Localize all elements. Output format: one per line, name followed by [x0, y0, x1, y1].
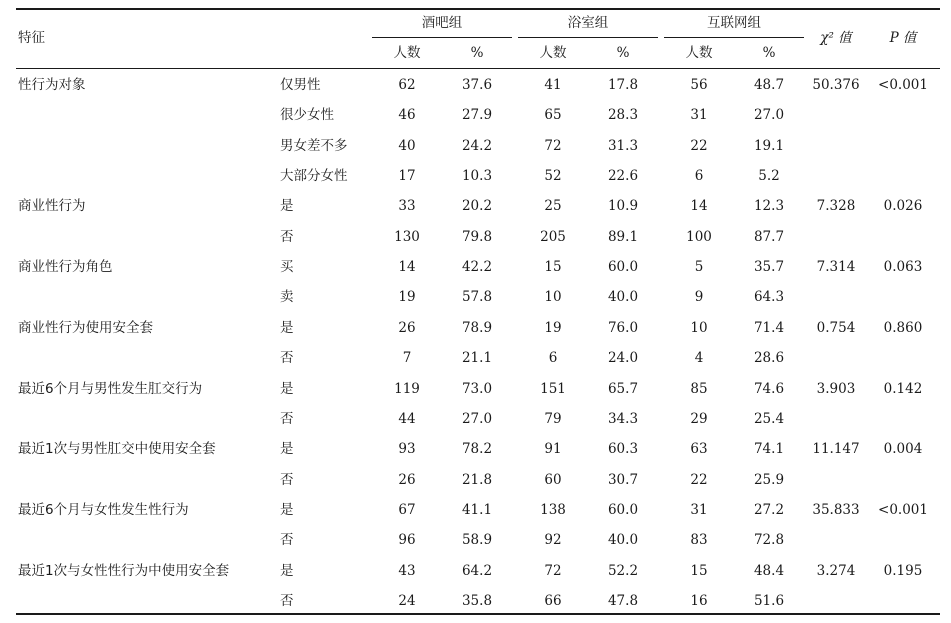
cell-cat: 是 [280, 319, 294, 336]
cell-chi: 35.833 [812, 501, 860, 518]
cell-bath-n: 91 [544, 441, 562, 458]
cell-cat: 是 [280, 198, 294, 215]
cell-bath-n: 66 [544, 592, 562, 609]
cell-bath-n: 151 [540, 380, 566, 397]
cell-cat: 大部分女性 [280, 168, 348, 185]
cell-net-pct: 5.2 [758, 168, 780, 185]
cell-chi: 7.328 [816, 198, 856, 215]
cell-net-n: 83 [690, 532, 708, 549]
cell-net-pct: 51.6 [753, 592, 785, 609]
cell-net-pct: 72.8 [753, 532, 785, 549]
cell-bar-n: 130 [394, 228, 420, 245]
cell-bar-n: 26 [398, 471, 416, 488]
group-rule-bath [518, 37, 658, 38]
top-rule [16, 8, 940, 10]
cell-bath-pct: 17.8 [607, 77, 639, 93]
cell-bath-n: 65 [544, 107, 562, 124]
cell-feature: 商业性行为角色 [18, 259, 113, 276]
cell-bar-n: 7 [402, 350, 412, 367]
cell-net-pct: 35.7 [753, 259, 785, 276]
cell-p: 0.026 [883, 198, 923, 215]
cell-bar-pct: 21.8 [461, 471, 493, 488]
cell-bath-pct: 60.3 [607, 441, 639, 458]
cell-bath-n: 25 [544, 198, 562, 215]
cell-chi: 3.903 [816, 380, 856, 397]
cell-net-n: 22 [690, 137, 708, 154]
cell-net-n: 6 [694, 168, 704, 185]
cell-bar-pct: 27.0 [461, 410, 493, 427]
cell-net-pct: 19.1 [753, 137, 785, 154]
cell-net-n: 16 [690, 592, 708, 609]
cell-bath-pct: 89.1 [607, 228, 639, 245]
cell-bar-n: 40 [398, 137, 416, 154]
cell-bath-pct: 60.0 [607, 259, 639, 276]
cell-cat: 男女差不多 [280, 137, 348, 154]
cell-feature: 最近1次与女性性行为中使用安全套 [18, 562, 230, 579]
cell-cat: 是 [280, 380, 294, 397]
cell-bath-pct: 30.7 [607, 471, 639, 488]
cell-bath-pct: 40.0 [607, 532, 639, 549]
cell-bar-pct: 27.9 [461, 107, 493, 124]
cell-bar-pct: 79.8 [461, 228, 493, 245]
cell-cat: 否 [280, 532, 294, 549]
cell-bath-pct: 24.0 [607, 350, 639, 367]
cell-bath-n: 15 [544, 259, 562, 276]
cell-net-n: 22 [690, 471, 708, 488]
cell-net-pct: 27.2 [753, 501, 785, 518]
cell-feature: 性行为对象 [18, 77, 86, 93]
cell-bar-n: 44 [398, 410, 416, 427]
cell-net-n: 31 [690, 107, 708, 124]
cell-feature: 商业性行为使用安全套 [18, 319, 153, 336]
cell-cat: 否 [280, 471, 294, 488]
cell-net-pct: 25.4 [753, 410, 785, 427]
cell-net-n: 85 [690, 380, 708, 397]
cell-bath-n: 10 [544, 289, 562, 306]
cell-net-pct: 64.3 [753, 289, 785, 306]
header-feature: 特征 [18, 30, 45, 46]
cell-bath-n: 138 [540, 501, 566, 518]
cell-bar-n: 119 [394, 380, 420, 397]
cell-bar-pct: 78.2 [461, 441, 493, 458]
cell-bar-pct: 73.0 [461, 380, 493, 397]
cell-cat: 否 [280, 350, 294, 367]
cell-p: 0.004 [883, 441, 923, 458]
header-group-net: 互联网组 [707, 15, 761, 31]
cell-bar-n: 93 [398, 441, 416, 458]
cell-bar-n: 26 [398, 319, 416, 336]
cell-bath-pct: 34.3 [607, 410, 639, 427]
cell-chi: 11.147 [812, 441, 860, 458]
cell-net-pct: 12.3 [753, 198, 785, 215]
cell-bar-pct: 41.1 [461, 501, 493, 518]
cell-bar-pct: 24.2 [461, 137, 493, 154]
cell-net-pct: 28.6 [753, 350, 785, 367]
cell-bath-n: 19 [544, 319, 562, 336]
cell-feature: 最近1次与男性肛交中使用安全套 [18, 441, 216, 458]
cell-bath-pct: 52.2 [607, 562, 639, 579]
header-count-net: 人数 [685, 45, 713, 61]
header-count-bath: 人数 [539, 45, 567, 61]
cell-bar-pct: 35.8 [461, 592, 493, 609]
group-rule-net [664, 37, 804, 38]
header-pct-bath: % [616, 45, 630, 61]
cell-net-n: 56 [690, 77, 708, 93]
header-p-value: P 值 [889, 30, 917, 46]
cell-p: <0.001 [878, 501, 928, 518]
cell-net-n: 15 [690, 562, 708, 579]
cell-bar-pct: 21.1 [461, 350, 493, 367]
cell-net-n: 10 [690, 319, 708, 336]
cell-net-pct: 74.1 [753, 441, 785, 458]
cell-bar-n: 43 [398, 562, 416, 579]
cell-bar-pct: 58.9 [461, 532, 493, 549]
cell-bar-pct: 78.9 [461, 319, 493, 336]
cell-bar-n: 67 [398, 501, 416, 518]
group-rule-bar [372, 37, 512, 38]
cell-bar-pct: 37.6 [461, 77, 493, 93]
cell-bath-n: 92 [544, 532, 562, 549]
cell-cat: 否 [280, 410, 294, 427]
cell-cat: 是 [280, 441, 294, 458]
cell-net-pct: 87.7 [753, 228, 785, 245]
cell-chi: 50.376 [812, 77, 860, 93]
cell-bar-pct: 20.2 [461, 198, 493, 215]
cell-bath-pct: 65.7 [607, 380, 639, 397]
header-pct-bar: % [470, 45, 484, 61]
cell-net-pct: 27.0 [753, 107, 785, 124]
cell-cat: 是 [280, 501, 294, 518]
cell-cat: 卖 [280, 289, 294, 306]
cell-cat: 否 [280, 592, 294, 609]
cell-bath-n: 52 [544, 168, 562, 185]
cell-p: 0.063 [883, 259, 923, 276]
header-count-bar: 人数 [393, 45, 421, 61]
cell-bath-n: 79 [544, 410, 562, 427]
cell-p: 0.195 [883, 562, 923, 579]
cell-bath-pct: 31.3 [607, 137, 639, 154]
cell-cat: 买 [280, 259, 294, 276]
cell-bath-n: 72 [544, 562, 562, 579]
cell-net-n: 100 [686, 228, 712, 245]
cell-bath-pct: 40.0 [607, 289, 639, 306]
cell-bath-n: 6 [548, 350, 558, 367]
cell-bar-pct: 57.8 [461, 289, 493, 306]
header-group-bar: 酒吧组 [421, 15, 463, 31]
cell-feature: 最近6个月与男性发生肛交行为 [18, 380, 203, 397]
cell-net-pct: 74.6 [753, 380, 785, 397]
cell-bar-n: 17 [398, 168, 416, 185]
cell-bar-n: 14 [398, 259, 416, 276]
cell-net-n: 63 [690, 441, 708, 458]
cell-bar-n: 19 [398, 289, 416, 306]
cell-p: <0.001 [878, 77, 928, 93]
cell-net-n: 29 [690, 410, 708, 427]
cell-net-pct: 48.4 [753, 562, 785, 579]
cell-net-pct: 25.9 [753, 471, 785, 488]
cell-p: 0.142 [883, 380, 923, 397]
cell-cat: 很少女性 [280, 107, 334, 124]
header-group-bath: 浴室组 [567, 15, 609, 31]
cell-bath-pct: 22.6 [607, 168, 639, 185]
cell-cat: 是 [280, 562, 294, 579]
cell-bath-n: 60 [544, 471, 562, 488]
cell-bar-n: 33 [398, 198, 416, 215]
cell-bar-n: 62 [398, 77, 416, 93]
cell-bar-n: 24 [398, 592, 416, 609]
bottom-rule [16, 613, 940, 615]
cell-net-n: 31 [690, 501, 708, 518]
cell-chi: 0.754 [816, 319, 856, 336]
cell-bar-pct: 10.3 [461, 168, 493, 185]
cell-cat: 否 [280, 228, 294, 245]
cell-chi: 3.274 [816, 562, 856, 579]
cell-bath-n: 205 [540, 228, 566, 245]
cell-net-pct: 71.4 [753, 319, 785, 336]
cell-feature: 最近6个月与女性发生性行为 [18, 501, 189, 518]
cell-net-n: 14 [690, 198, 708, 215]
cell-chi: 7.314 [816, 259, 856, 276]
cell-bath-pct: 47.8 [607, 592, 639, 609]
cell-bar-n: 46 [398, 107, 416, 124]
cell-bath-n: 72 [544, 137, 562, 154]
header-chi-square: χ² 值 [820, 30, 852, 46]
cell-feature: 商业性行为 [18, 198, 86, 215]
cell-bath-pct: 10.9 [607, 198, 639, 215]
cell-p: 0.860 [883, 319, 923, 336]
header-pct-net: % [762, 45, 776, 61]
cell-bath-pct: 76.0 [607, 319, 639, 336]
cell-bath-n: 41 [544, 77, 562, 93]
cell-net-n: 4 [694, 350, 704, 367]
cell-bar-pct: 42.2 [461, 259, 493, 276]
cell-bar-n: 96 [398, 532, 416, 549]
cell-bar-pct: 64.2 [461, 562, 493, 579]
cell-net-n: 5 [694, 259, 704, 276]
cell-net-pct: 48.7 [753, 77, 785, 93]
cell-net-n: 9 [694, 289, 704, 306]
cell-bath-pct: 28.3 [607, 107, 639, 124]
cell-cat: 仅男性 [280, 77, 321, 93]
cell-bath-pct: 60.0 [607, 501, 639, 518]
header-rule [16, 68, 940, 69]
